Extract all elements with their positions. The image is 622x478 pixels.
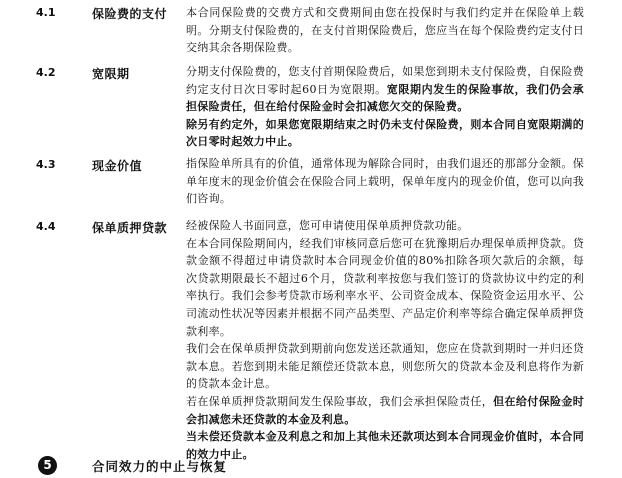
clause-paragraph bbox=[186, 428, 584, 463]
clause-number: 4.1 bbox=[36, 6, 56, 19]
clause-paragraph bbox=[186, 4, 584, 57]
clause-paragraph bbox=[186, 155, 584, 208]
bold-text: 宽限期内发生的保险事故，我们仍会承担保险责任，但在给付保险金时会扣减您欠交的保险费。 bbox=[186, 82, 584, 114]
clause-paragraph bbox=[186, 235, 584, 341]
body-text: 在本合同保险期间内，经我们审核同意后您可在犹豫期后办理保单质押贷款。贷款金额不得超过申请贷款时本合同现金价值的80%扣除各项欠款后的余额，每次贷款期限最长不超过6个月，贷款利率按您与我们签订的贷款协议中约定的利率执行。我们会参考贷款市场利率水平、公司资金成本、保险资金运用水平、公司流动性状况等因素并根据不同产品类型、产品定价利率等综合确定保单质押贷款利率。 bbox=[186, 236, 584, 338]
section-title: 合同效力的中止与恢复 bbox=[92, 459, 228, 474]
body-text: 经被保险人书面同意，您可申请使用保单质押贷款功能。 bbox=[186, 219, 469, 232]
clause-number: 4.4 bbox=[36, 220, 56, 233]
bold-text: 除另有约定外，如果您宽限期结束之时仍未支付保险费，则本合同自宽限期满的次日零时起效力中止。 bbox=[186, 117, 584, 149]
clause-body bbox=[186, 217, 584, 463]
clause-paragraph bbox=[186, 217, 584, 235]
clause-paragraph bbox=[186, 63, 584, 116]
body-text: 若在保单质押贷款期间发生保险事故，我们会承担保险责任， bbox=[186, 394, 494, 408]
clause-title: 保险费的支付 bbox=[92, 7, 168, 21]
clause-title: 保单质押贷款 bbox=[92, 221, 168, 235]
clause-paragraph bbox=[186, 340, 584, 393]
clause-paragraph bbox=[186, 116, 584, 151]
clause-body bbox=[186, 4, 584, 57]
clause-title: 宽限期 bbox=[92, 67, 130, 81]
clause-number: 4.3 bbox=[36, 158, 56, 171]
clause-number: 4.2 bbox=[36, 66, 56, 79]
body-text: 本合同保险费的交费方式和交费期间由您在投保时与我们约定并在保险单上载明。分期支付保险费的，在支付首期保险费后，您应当在每个保险费约定支付日交纳其余各期保险费。 bbox=[186, 6, 584, 55]
body-text: 我们会在保单质押贷款到期前向您发送还款通知，您应在贷款到期时一并归还贷款本息。若您到期未能足额偿还贷款本息，则您所欠的贷款本金及利息将作为新的贷款本金计息。 bbox=[186, 342, 584, 391]
section-number-badge: 5 bbox=[38, 456, 57, 475]
bold-text: 但在给付保险金时会扣减您未还贷款的本金及利息。 bbox=[186, 394, 584, 426]
clause-body bbox=[186, 63, 584, 151]
clause-title: 现金价值 bbox=[92, 159, 143, 173]
bold-text: 当未偿还贷款本金及利息之和加上其他未还款项达到本合同现金价值时，本合同的效力中止。 bbox=[186, 430, 584, 461]
clause-body bbox=[186, 155, 584, 208]
clause-paragraph bbox=[186, 393, 584, 428]
body-text: 指保险单所具有的价值，通常体现为解除合同时，由我们退还的那部分金额。保单年度末的现金价值会在保险合同上载明，保单年度内的现金价值，您可以向我们咨询。 bbox=[186, 157, 584, 206]
body-text: 分期支付保险费的，您支付首期保险费后，如果您到期未支付保险费，自保险费约定支付日次日零时起60日为宽限期。 bbox=[186, 65, 584, 96]
